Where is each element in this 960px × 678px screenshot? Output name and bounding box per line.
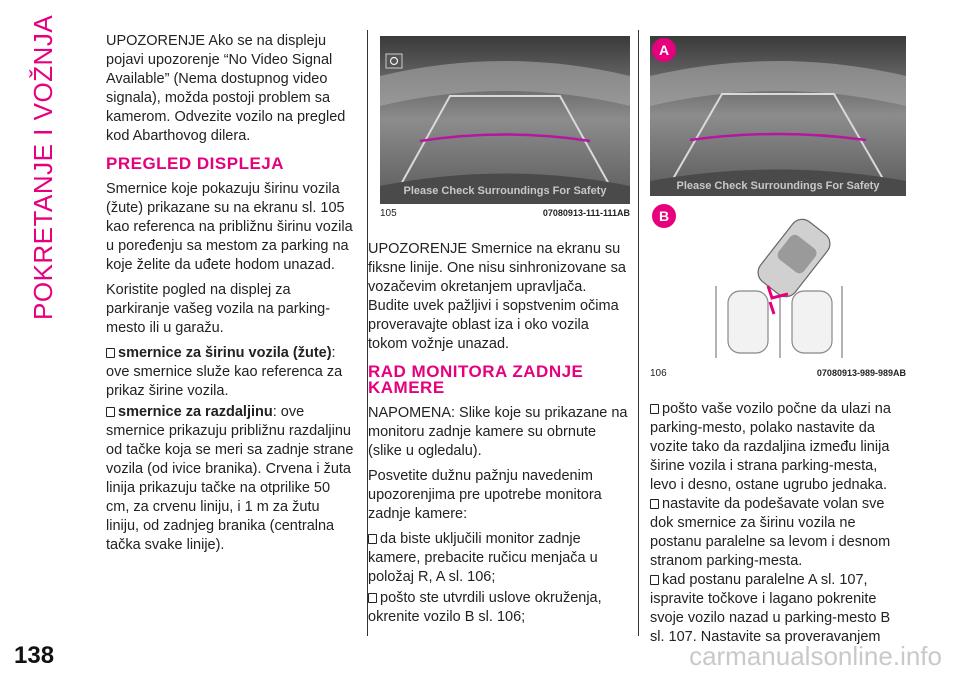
list-item: pošto vaše vozilo počne da ulazi na parking-mesto, polako nastavite da vozite tako da razdaljina između linija širine vozila i strana parking-mesta, levo i desno, ostane ugrubo jednaka. [650, 401, 891, 493]
checkbox-bullet-icon [368, 593, 377, 603]
overlay-warning-text: Please Check Surroundings For Safety [676, 180, 880, 192]
paragraph: NAPOMENA: Slike koje su prikazane na monitoru zadnje kamere su obrnute (slike u ogledalu). [368, 405, 628, 459]
figure-caption [650, 368, 906, 379]
watermark: carmanualsonline.info [689, 641, 942, 671]
section-heading: RAD MONITORA ZADNJE KAMERE [368, 362, 584, 397]
warning-paragraph: UPOZORENJE Ako se na displeju pojavi upozorenje “No Video Signal Available” (Nema dostupnog video signala), možda postoji problem sa kamerom. Odvezite vozilo na pregled kod Abarthovog dilera. [106, 33, 346, 144]
parked-car-left [728, 291, 768, 353]
figure-105 [380, 36, 630, 222]
text-column-3 [650, 400, 906, 653]
rear-camera-image [380, 36, 630, 204]
reversing-car [753, 215, 834, 302]
figure-number: 105 [380, 208, 397, 219]
list-item: smernice za razdaljinu: ove smernice prikazuju približnu razdaljinu od tačke koja se meri sa zadnje strane vozila (od ivice branika). Crvena i žuta linija prikazuju tačke na otprilike 50 cm, za crvenu liniju, i 1 m za žutu liniju, od zadnjeg branika (centralna tačka svake linije). [106, 404, 354, 553]
figure-caption [380, 208, 630, 219]
warning-paragraph: UPOZORENJE Smernice na ekranu su fiksne linije. One nisu sinhronizovane sa vozačevim okretanjem upravljača. Budite uvek pažljivi i sopstvenim očima proveravajte oblast iza i oko vozila tokom vožnje unazad. [368, 241, 626, 352]
list-item: pošto ste utvrdili uslove okruženja, okrenite vozilo B sl. 106; [368, 590, 602, 625]
page-number: 138 [14, 642, 55, 669]
section-heading: PREGLED DISPLEJA [106, 154, 285, 173]
section-title-vertical [28, 14, 68, 320]
list-item: kad postanu paralelne A sl. 107, ispravite točkove i lagano pokrenite svoje vozilo nazad u parking-mesto B sl. 107. Nastavite sa proveravanjem [650, 572, 891, 645]
figure-106 [650, 36, 906, 382]
checkbox-bullet-icon [106, 407, 115, 417]
section-title-text: POKRETANJE I VOŽNJA [28, 14, 58, 320]
paragraph: Koristite pogled na displej za parkiranje vašeg vozila na parking-mesto ili u garažu. [106, 282, 331, 336]
figure-code: 07080913-111-111AB [542, 208, 630, 218]
svg-text:B: B [658, 208, 670, 224]
svg-text:A: A [658, 42, 670, 58]
column-divider [638, 30, 639, 636]
checkbox-bullet-icon [650, 404, 659, 414]
list-item: smernice za širinu vozila (žute): ove smernice služe kao referenca za prikaz širine vozila. [106, 345, 343, 399]
paragraph: Posvetite dužnu pažnju navedenim upozorenjima pre upotrebe monitora zadnje kamere: [368, 468, 602, 522]
figure-number: 106 [650, 368, 667, 379]
overlay-warning-text: Please Check Surroundings For Safety [403, 185, 607, 197]
text-column-2 [368, 240, 630, 633]
checkbox-bullet-icon [368, 534, 377, 544]
list-item: da biste uključili monitor zadnje kamere, prebacite ručicu menjača u položaj R, A sl. 106; [368, 531, 598, 585]
parked-car-right [792, 291, 832, 353]
checkbox-bullet-icon [650, 499, 659, 509]
paragraph: Smernice koje pokazuju širinu vozila (žute) prikazane su na ekranu sl. 105 kao referenca na približnu širinu vozila u poređenju sa mestom za parking na koje želite da uđete hodom unazad. [106, 181, 353, 273]
rear-camera-diagram [650, 36, 906, 364]
checkbox-bullet-icon [650, 575, 659, 585]
list-item: nastavite da podešavate volan sve dok smernice za širinu vozila ne postanu paralelne sa levom i desnom stranom parking-mesta. [650, 496, 891, 569]
text-column-1 [106, 32, 354, 561]
figure-code: 07080913-989-989AB [816, 368, 906, 378]
checkbox-bullet-icon [106, 348, 115, 358]
